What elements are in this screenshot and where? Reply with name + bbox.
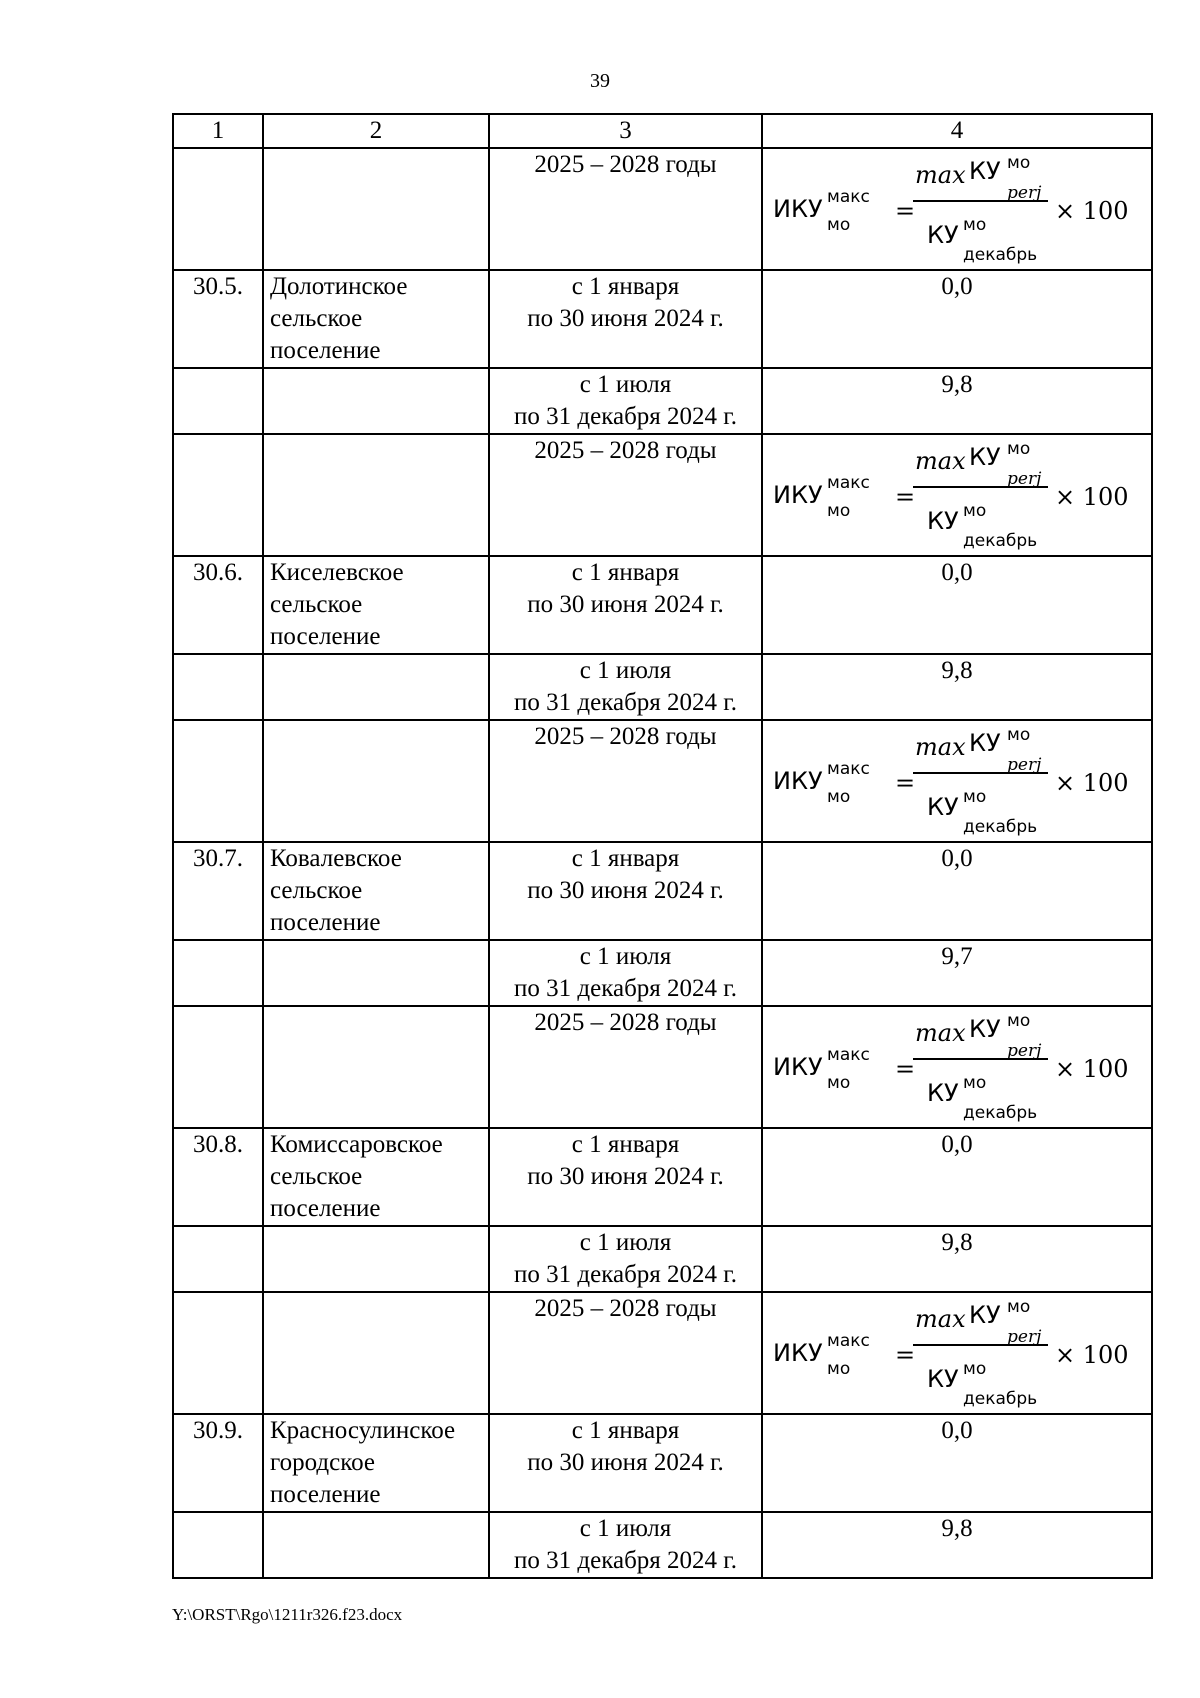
period: с 1 июля по 31 декабря 2024 г.	[489, 654, 762, 720]
formula-lhs: ИКУ	[773, 767, 823, 795]
formula-den-sub: декабрь	[963, 531, 1038, 551]
formula-den-ku: КУ	[927, 1365, 959, 1393]
formula-cell	[762, 434, 1152, 556]
formula-num-sub: perj	[1007, 755, 1042, 775]
fraction-bar	[913, 1058, 1048, 1060]
settlement-name	[263, 720, 489, 842]
settlement-name	[263, 1292, 489, 1414]
period: с 1 июля по 31 декабря 2024 г.	[489, 368, 762, 434]
formula-cell	[762, 148, 1152, 270]
formula-num-sup: мо	[1007, 439, 1031, 459]
formula-lhs-sub: мо	[827, 501, 851, 521]
row-number	[173, 434, 263, 556]
row-number: 30.5.	[173, 270, 263, 368]
formula-den-sub: декабрь	[963, 817, 1038, 837]
table-row	[173, 270, 1152, 368]
settlement-name	[263, 1006, 489, 1128]
index-value: 9,8	[762, 1226, 1152, 1292]
table-row	[173, 1226, 1152, 1292]
index-value: 0,0	[762, 556, 1152, 654]
row-number	[173, 1292, 263, 1414]
index-formula	[763, 149, 1151, 267]
row-number: 30.7.	[173, 842, 263, 940]
formula-num-sup: мо	[1007, 725, 1031, 745]
formula-lhs-sub: мо	[827, 1359, 851, 1379]
header-col-4: 4	[762, 114, 1152, 148]
settlement-name: Киселевское сельское поселение	[263, 556, 489, 654]
formula-den-ku: КУ	[927, 1079, 959, 1107]
formula-den-ku: КУ	[927, 221, 959, 249]
formula-times: × 100	[1055, 1055, 1129, 1083]
table-row	[173, 434, 1152, 556]
formula-num-ku: КУ	[969, 1015, 1001, 1043]
fraction-bar	[913, 486, 1048, 488]
formula-den-ku: КУ	[927, 793, 959, 821]
formula-lhs: ИКУ	[773, 1339, 823, 1367]
period: с 1 января по 30 июня 2024 г.	[489, 270, 762, 368]
period: с 1 июля по 31 декабря 2024 г.	[489, 1226, 762, 1292]
table-row	[173, 842, 1152, 940]
formula-num-ku: КУ	[969, 1301, 1001, 1329]
table-row	[173, 556, 1152, 654]
fraction-bar	[913, 200, 1048, 202]
period: 2025 – 2028 годы	[489, 434, 762, 556]
table-row	[173, 720, 1152, 842]
period: с 1 января по 30 июня 2024 г.	[489, 1128, 762, 1226]
settlement-name	[263, 1512, 489, 1578]
formula-lhs-sup: макс	[827, 187, 870, 207]
index-formula	[763, 435, 1151, 553]
settlement-name: Долотинское сельское поселение	[263, 270, 489, 368]
index-value: 9,8	[762, 654, 1152, 720]
index-value: 9,8	[762, 1512, 1152, 1578]
formula-cell	[762, 1292, 1152, 1414]
formula-den-sup: мо	[963, 215, 987, 235]
formula-equals: =	[895, 1055, 916, 1083]
formula-lhs: ИКУ	[773, 1053, 823, 1081]
formula-num-ku: КУ	[969, 443, 1001, 471]
index-formula	[763, 1007, 1151, 1125]
table-row	[173, 940, 1152, 1006]
formula-den-sup: мо	[963, 501, 987, 521]
formula-num-ku: КУ	[969, 157, 1001, 185]
formula-cell	[762, 720, 1152, 842]
row-number: 30.6.	[173, 556, 263, 654]
row-number: 30.9.	[173, 1414, 263, 1512]
formula-num-sup: мо	[1007, 1011, 1031, 1031]
formula-num-sub: perj	[1007, 469, 1042, 489]
index-formula	[763, 1293, 1151, 1411]
formula-num-sub: perj	[1007, 1327, 1042, 1347]
row-number	[173, 1512, 263, 1578]
formula-cell	[762, 1006, 1152, 1128]
formula-lhs-sub: мо	[827, 215, 851, 235]
period: с 1 января по 30 июня 2024 г.	[489, 1414, 762, 1512]
formula-num-sup: мо	[1007, 153, 1031, 173]
row-number	[173, 940, 263, 1006]
index-value: 9,8	[762, 368, 1152, 434]
formula-den-sup: мо	[963, 1359, 987, 1379]
settlement-name	[263, 1226, 489, 1292]
formula-lhs-sup: макс	[827, 473, 870, 493]
index-value: 0,0	[762, 842, 1152, 940]
period: 2025 – 2028 годы	[489, 720, 762, 842]
formula-times: × 100	[1055, 769, 1129, 797]
formula-lhs: ИКУ	[773, 195, 823, 223]
settlement-name	[263, 148, 489, 270]
formula-times: × 100	[1055, 483, 1129, 511]
table-row	[173, 1006, 1152, 1128]
header-col-3: 3	[489, 114, 762, 148]
period: с 1 января по 30 июня 2024 г.	[489, 842, 762, 940]
formula-times: × 100	[1055, 197, 1129, 225]
settlement-name	[263, 434, 489, 556]
formula-num-ku: КУ	[969, 729, 1001, 757]
table-row	[173, 1414, 1152, 1512]
header-col-1: 1	[173, 114, 263, 148]
formula-equals: =	[895, 483, 916, 511]
index-value: 0,0	[762, 1128, 1152, 1226]
index-value: 0,0	[762, 1414, 1152, 1512]
table-row	[173, 1292, 1152, 1414]
formula-den-sub: декабрь	[963, 1103, 1038, 1123]
row-number	[173, 148, 263, 270]
formula-num-max: max	[915, 1305, 966, 1333]
file-path-footer: Y:\ORST\Rgo\1211r326.f23.docx	[172, 1605, 403, 1624]
formula-lhs: ИКУ	[773, 481, 823, 509]
formula-lhs-sup: макс	[827, 759, 870, 779]
formula-num-max: max	[915, 161, 966, 189]
formula-equals: =	[895, 769, 916, 797]
formula-den-sup: мо	[963, 787, 987, 807]
settlement-name: Красносулинское городское поселение	[263, 1414, 489, 1512]
formula-num-sub: perj	[1007, 1041, 1042, 1061]
settlement-name	[263, 940, 489, 1006]
fraction-bar	[913, 1344, 1048, 1346]
fraction-bar	[913, 772, 1048, 774]
formula-num-sub: perj	[1007, 183, 1042, 203]
period: 2025 – 2028 годы	[489, 148, 762, 270]
table-row	[173, 1512, 1152, 1578]
row-number	[173, 1226, 263, 1292]
table-row	[173, 654, 1152, 720]
page-number: 39	[590, 70, 610, 92]
period: с 1 января по 30 июня 2024 г.	[489, 556, 762, 654]
row-number	[173, 368, 263, 434]
formula-equals: =	[895, 1341, 916, 1369]
row-number: 30.8.	[173, 1128, 263, 1226]
table-row	[173, 1128, 1152, 1226]
formula-lhs-sup: макс	[827, 1045, 870, 1065]
row-number	[173, 654, 263, 720]
period: 2025 – 2028 годы	[489, 1292, 762, 1414]
header-col-2: 2	[263, 114, 489, 148]
period: с 1 июля по 31 декабря 2024 г.	[489, 940, 762, 1006]
row-number	[173, 1006, 263, 1128]
index-value: 0,0	[762, 270, 1152, 368]
index-formula	[763, 721, 1151, 839]
formula-den-ku: КУ	[927, 507, 959, 535]
formula-equals: =	[895, 197, 916, 225]
settlement-name	[263, 654, 489, 720]
row-number	[173, 720, 263, 842]
settlement-name: Комиссаровское сельское поселение	[263, 1128, 489, 1226]
formula-num-max: max	[915, 1019, 966, 1047]
formula-num-sup: мо	[1007, 1297, 1031, 1317]
formula-lhs-sub: мо	[827, 1073, 851, 1093]
formula-num-max: max	[915, 733, 966, 761]
table-header-row	[173, 114, 1152, 148]
formula-lhs-sub: мо	[827, 787, 851, 807]
table-row	[173, 368, 1152, 434]
formula-times: × 100	[1055, 1341, 1129, 1369]
formula-lhs-sup: макс	[827, 1331, 870, 1351]
formula-den-sup: мо	[963, 1073, 987, 1093]
table-row	[173, 148, 1152, 270]
formula-num-max: max	[915, 447, 966, 475]
data-table	[172, 113, 1153, 1579]
settlement-name	[263, 368, 489, 434]
index-value: 9,7	[762, 940, 1152, 1006]
formula-den-sub: декабрь	[963, 245, 1038, 265]
period: 2025 – 2028 годы	[489, 1006, 762, 1128]
period: с 1 июля по 31 декабря 2024 г.	[489, 1512, 762, 1578]
settlement-name: Ковалевское сельское поселение	[263, 842, 489, 940]
formula-den-sub: декабрь	[963, 1389, 1038, 1409]
